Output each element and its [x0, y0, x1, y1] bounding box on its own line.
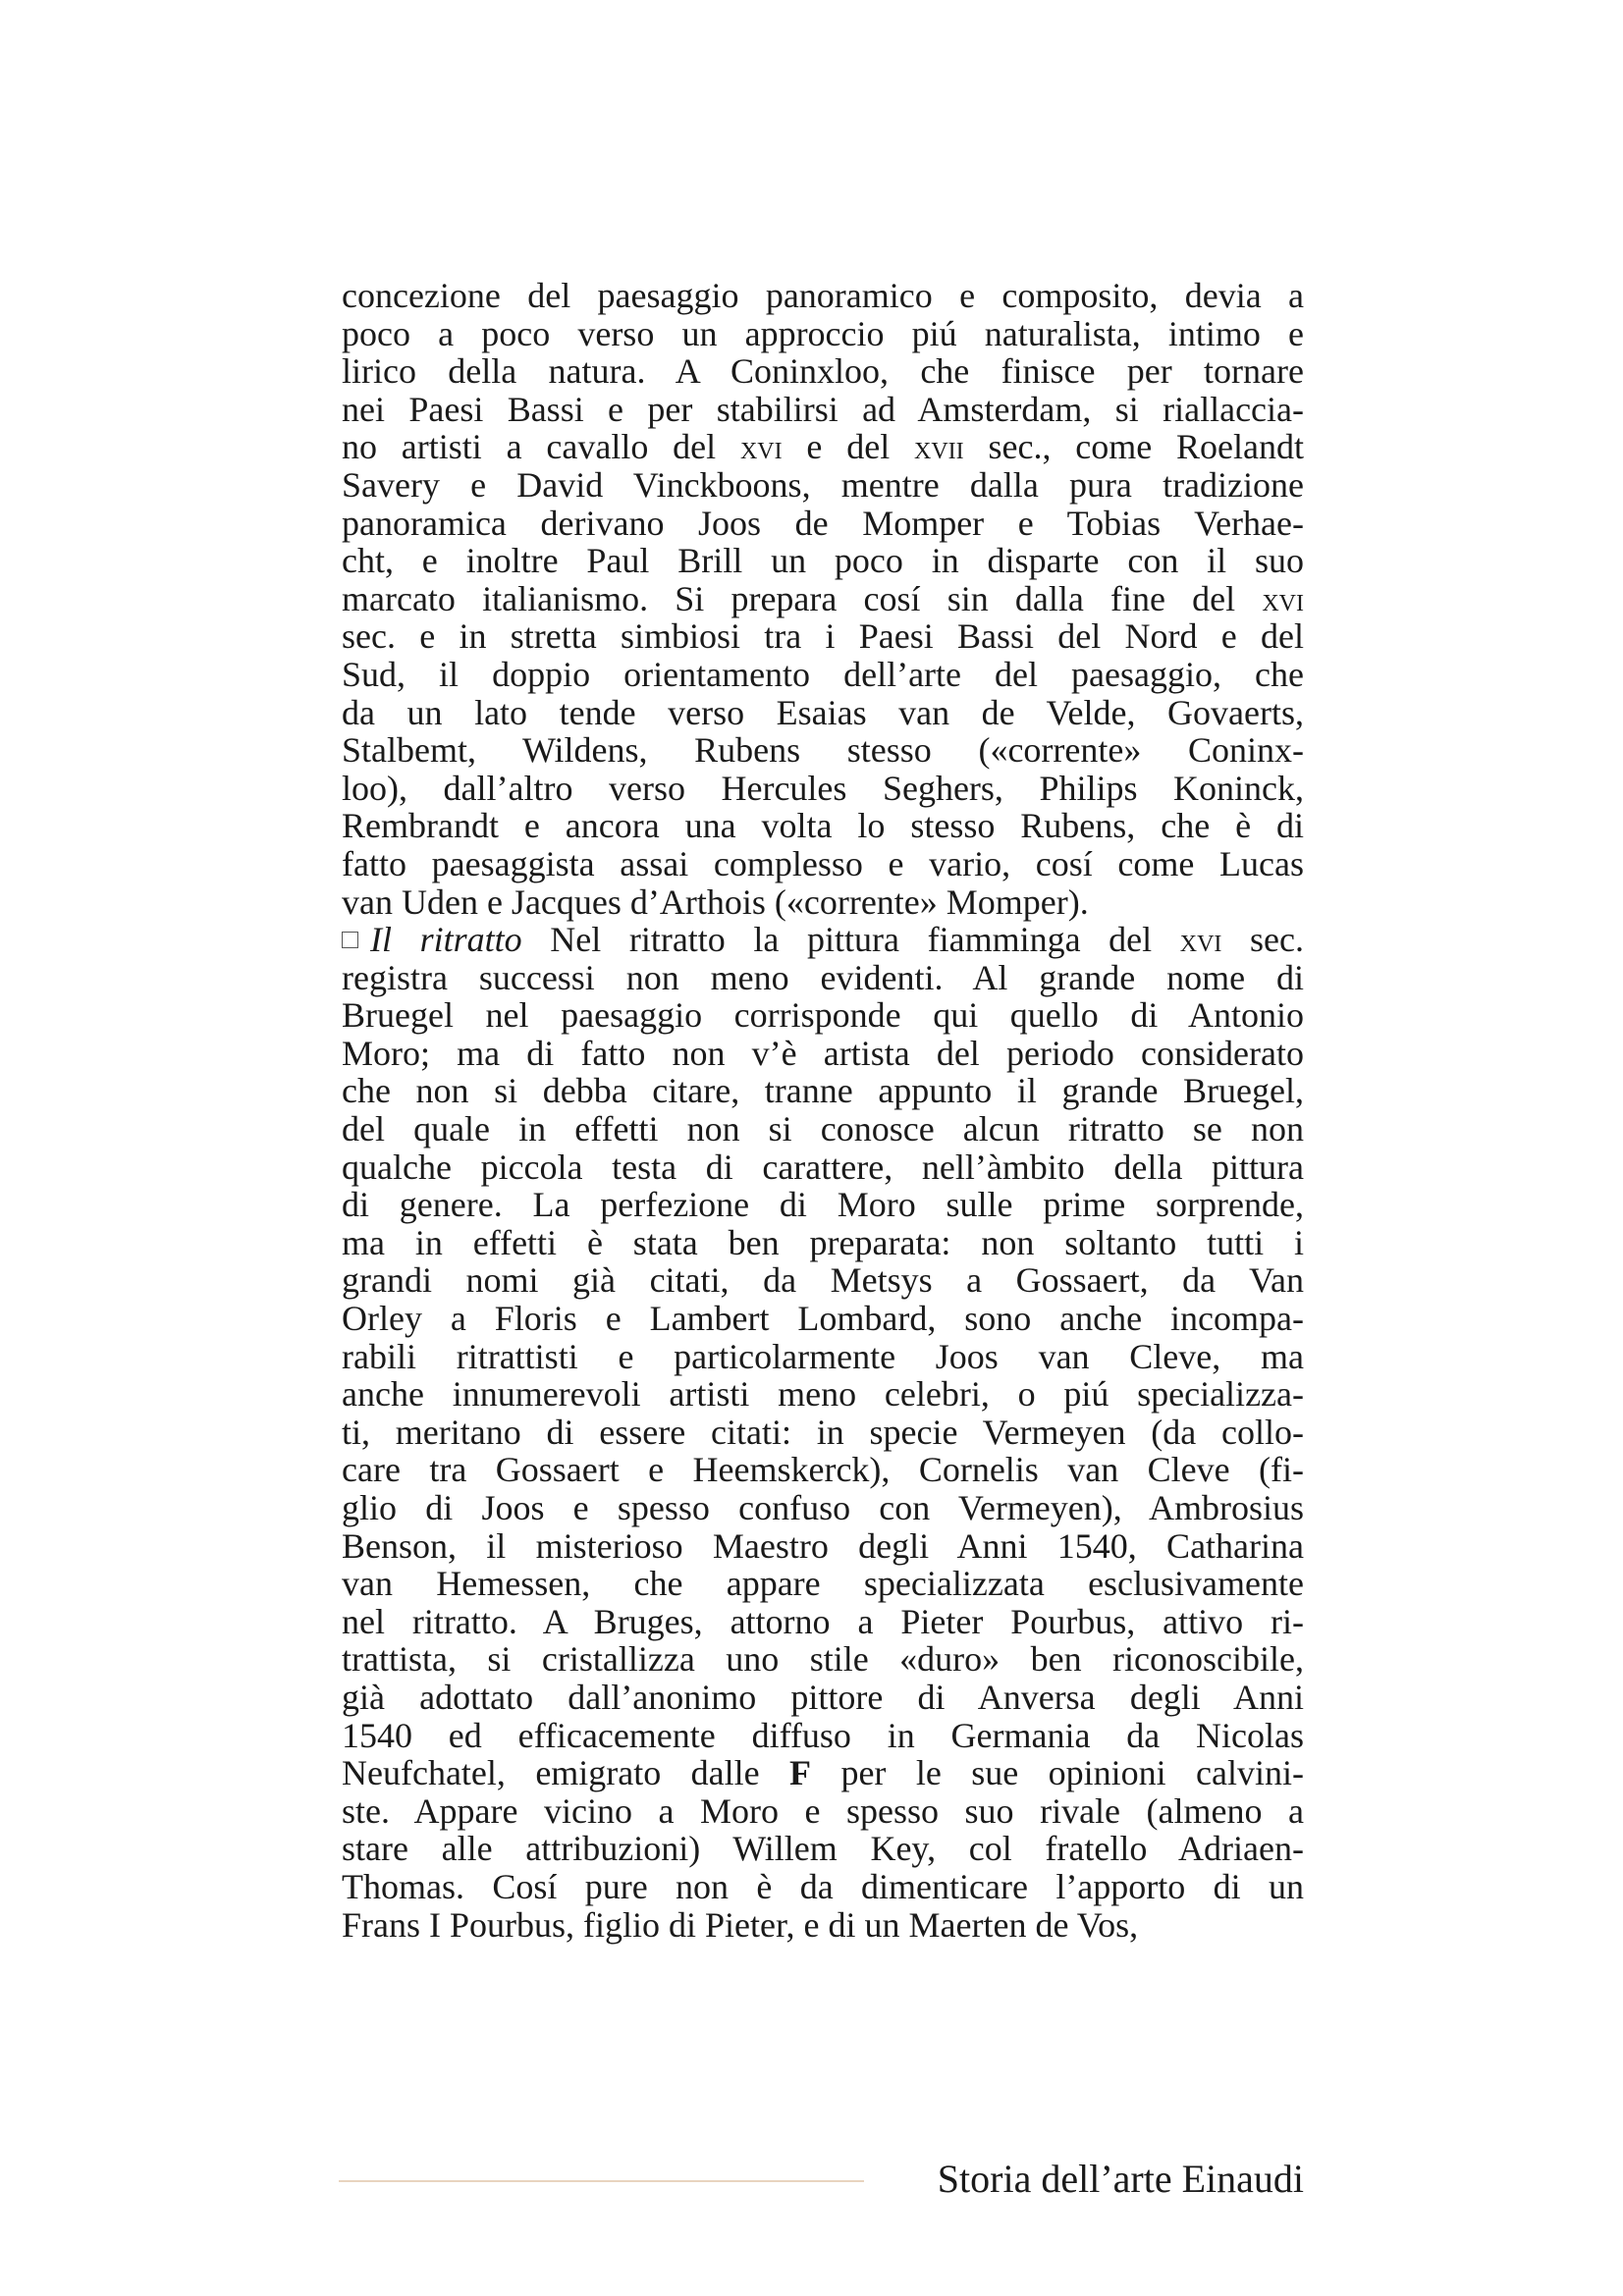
- text-line: Moro; ma di fatto non v’è artista del periodo considerato: [342, 1033, 1304, 1073]
- roman-numeral: xvi: [1262, 581, 1304, 618]
- text-line: glio di Joos e spesso confuso con Vermeyen), Ambrosius: [342, 1488, 1304, 1527]
- text-line: cht, e inoltre Paul Brill un poco in disparte con il suo: [342, 541, 1304, 581]
- text-line: Il ritratto Nel ritratto la pittura fiamminga del xvi sec.: [342, 921, 1304, 959]
- text-line: da un lato tende verso Esaias van de Velde, Govaerts,: [342, 692, 1304, 732]
- text-line: concezione del paesaggio panoramico e composito, devia a: [342, 276, 1304, 315]
- section-heading: Il ritratto: [370, 920, 522, 960]
- body-text: [342, 277, 1304, 1944]
- text-line: Sud, il doppio orientamento dell’arte del paesaggio, che: [342, 654, 1304, 694]
- text-line: registra successi non meno evidenti. Al grande nome di: [342, 957, 1304, 997]
- text-line: Frans I Pourbus, figlio di Pieter, e di un Maerten de Vos,: [342, 1904, 1139, 1945]
- text-line: ste. Appare vicino a Moro e spesso suo rivale (almeno a: [342, 1790, 1304, 1831]
- text-line: ma in effetti è stata ben preparata: non soltanto tutti i: [342, 1222, 1304, 1262]
- text-line: Bruegel nel paesaggio corrisponde qui quello di Antonio: [342, 995, 1304, 1036]
- footer-rule: [339, 2180, 864, 2182]
- text-line: panoramica derivano Joos de Momper e Tobias Verhae-: [342, 503, 1304, 543]
- text-line: Orley a Floris e Lambert Lombard, sono anche incompa-: [342, 1299, 1304, 1339]
- text-line: Thomas. Cosí pure non è da dimenticare l’apporto di un: [342, 1866, 1304, 1906]
- text-line: del quale in effetti non si conosce alcun ritratto se non: [342, 1109, 1304, 1149]
- text-line: nel ritratto. A Bruges, attorno a Pieter Pourbus, attivo ri-: [342, 1601, 1304, 1641]
- cross-reference: F: [789, 1753, 812, 1793]
- text-line: di genere. La perfezione di Moro sulle prime sorprende,: [342, 1185, 1304, 1225]
- text-line: no artisti a cavallo del xvi e del xvii sec., come Roelandt: [342, 427, 1305, 467]
- text-line: van Hemessen, che appare specializzata esclusivamente: [342, 1564, 1304, 1604]
- roman-numeral: xvii: [914, 430, 964, 467]
- text-line: Neufchatel, emigrato dalle F per le sue opinioni calvini-: [342, 1753, 1304, 1793]
- text-line: ti, meritano di essere citati: in specie Vermeyen (da collo-: [342, 1412, 1304, 1452]
- section-marker-icon: [342, 932, 358, 948]
- text-line: nei Paesi Bassi e per stabilirsi ad Amsterdam, si riallaccia-: [342, 389, 1304, 429]
- text-line: Savery e David Vinckboons, mentre dalla pura tradizione: [342, 464, 1304, 505]
- text-line: rabili ritrattisti e particolarmente Joos van Cleve, ma: [342, 1336, 1304, 1376]
- text-line: trattista, si cristallizza uno stile «duro» ben riconoscibile,: [342, 1639, 1304, 1680]
- roman-numeral: xvi: [1179, 923, 1222, 960]
- roman-numeral: xvi: [739, 430, 783, 467]
- text-line: sec. e in stretta simbiosi tra i Paesi Bassi del Nord e del: [342, 616, 1304, 657]
- text-line: Benson, il misterioso Maestro degli Anni 1540, Catharina: [342, 1525, 1304, 1566]
- text-line: che non si debba citare, tranne appunto il grande Bruegel,: [342, 1071, 1304, 1111]
- text-line: stare alle attribuzioni) Willem Key, col fratello Adriaen-: [342, 1829, 1304, 1869]
- text-line: lirico della natura. A Coninxloo, che finisce per tornare: [342, 351, 1304, 392]
- text-line: marcato italianismo. Si prepara cosí sin dalla fine del xvi: [342, 578, 1304, 618]
- footer-publisher-title: Storia dell’arte Einaudi: [937, 2157, 1304, 2201]
- text-line: poco a poco verso un approccio piú naturalista, intimo e: [342, 313, 1304, 353]
- text-line: grandi nomi già citati, da Metsys a Gossaert, da Van: [342, 1260, 1304, 1301]
- text-line: van Uden e Jacques d’Arthois («corrente» Momper).: [342, 881, 1089, 922]
- text-line: già adottato dall’anonimo pittore di Anversa degli Anni: [342, 1677, 1304, 1717]
- text-line: Stalbemt, Wildens, Rubens stesso («corrente» Coninx-: [342, 730, 1304, 771]
- text-line: 1540 ed efficacemente diffuso in Germania da Nicolas: [342, 1715, 1304, 1755]
- text-line: anche innumerevoli artisti meno celebri, o piú specializza-: [342, 1374, 1304, 1415]
- text-line: qualche piccola testa di carattere, nell’àmbito della pittura: [342, 1147, 1304, 1187]
- text-line: Rembrandt e ancora una volta lo stesso Rubens, che è di: [342, 806, 1304, 846]
- text-line: loo), dall’altro verso Hercules Seghers, Philips Koninck,: [342, 768, 1304, 808]
- text-line: care tra Gossaert e Heemskerck), Cornelis van Cleve (fi-: [342, 1450, 1304, 1490]
- text-line: fatto paesaggista assai complesso e vario, cosí come Lucas: [342, 843, 1304, 883]
